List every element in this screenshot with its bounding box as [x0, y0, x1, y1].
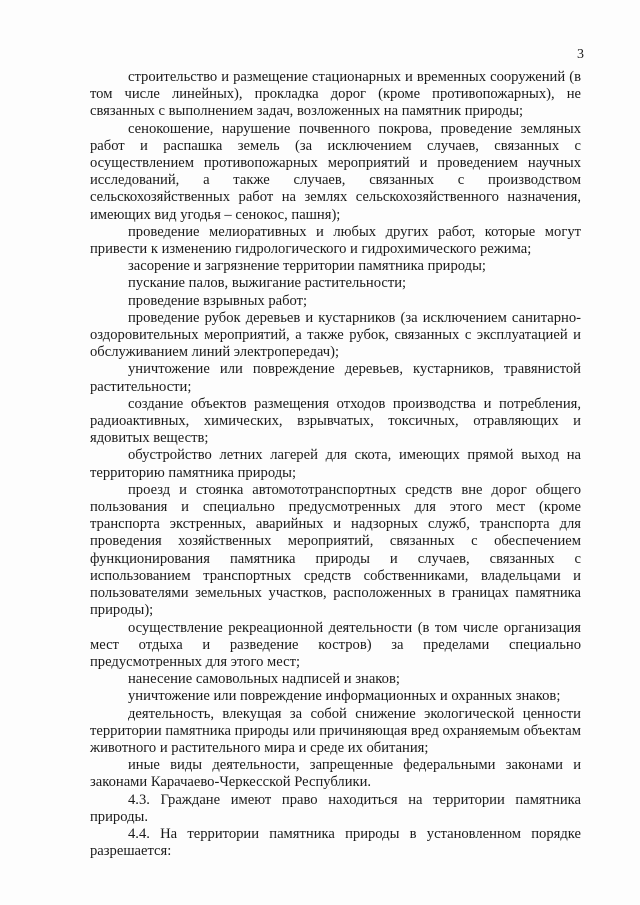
- prohibited-activity-item: проведение мелиоративных и любых других работ, которые могут привести к изменению гидрологического и гидрохимического режима;: [90, 223, 581, 258]
- prohibited-activity-item: проведение рубок деревьев и кустарников (за исключением санитарно-оздоровительных мероприятий, а также рубок, связанных с эксплуатацией и обслуживанием линий электропередач);: [90, 309, 581, 361]
- prohibited-activity-item: уничтожение или повреждение информационных и охранных знаков;: [128, 688, 561, 705]
- prohibited-activity-item: деятельность, влекущая за собой снижение экологической ценности территории памятника природы или причиняющая вред охраняемым объектам животного и растительного мира и среде их обитания;: [90, 705, 581, 756]
- prohibited-activity-item: засорение и загрязнение территории памятника природы;: [128, 258, 486, 275]
- prohibited-activity-item: иные виды деятельности, запрещенные федеральными законами и законами Карачаево-Черкесской Республики.: [90, 757, 581, 791]
- prohibited-activity-item: обустройство летних лагерей для скота, имеющих прямой выход на территорию памятника природы;: [90, 447, 581, 481]
- prohibited-activity-item: сенокошение, нарушение почвенного покрова, проведение земляных работ и распашка земель (за исключением случаев, связанных с осуществлением противопожарных мероприятий и проведением научных исследований, а также случаев, связанных с производством сельскохозяйственных работ на землях сельскохозяйственного назначения, имеющих вид угодья – сенокос, пашня);: [90, 120, 581, 223]
- prohibited-activity-item: создание объектов размещения отходов производства и потребления, радиоактивных, химических, взрывчатых, токсичных, отравляющих и ядовитых веществ;: [90, 395, 581, 447]
- prohibited-activity-item: пускание палов, выжигание растительности;: [128, 275, 407, 292]
- prohibited-activity-item: уничтожение или повреждение деревьев, кустарников, травянистой растительности;: [90, 361, 581, 395]
- document-body: [90, 69, 581, 860]
- page-number: 3: [577, 47, 584, 62]
- prohibited-activity-item: нанесение самовольных надписей и знаков;: [128, 671, 400, 688]
- prohibited-activity-item: проведение взрывных работ;: [128, 292, 308, 309]
- prohibited-activity-item: осуществление рекреационной деятельности (в том числе организация мест отдыха и разведение костров) за пределами специально предусмотренных для этого мест;: [90, 619, 581, 670]
- clause-4-4: 4.4. На территории памятника природы в установленном порядке разрешается:: [90, 825, 581, 860]
- clause-4-3: 4.3. Граждане имеют право находиться на территории памятника природы.: [90, 791, 581, 825]
- prohibited-activity-item: строительство и размещение стационарных и временных сооружений (в том числе линейных), прокладка дорог (кроме противопожарных), не связанных с выполнением задач, возложенных на памятник природы;: [90, 69, 581, 120]
- prohibited-activity-item: проезд и стоянка автомототранспортных средств вне дорог общего пользования и специально предусмотренных для этого мест (кроме транспорта экстренных, аварийных и надзорных служб, транспорта для проведения хозяйственных мероприятий, связанных с обеспечением функционирования памятника природы и случаев, связанных с использованием транспортных средств собственниками, владельцами и пользователями земельных участков, расположенных в границах памятника природы);: [90, 481, 581, 619]
